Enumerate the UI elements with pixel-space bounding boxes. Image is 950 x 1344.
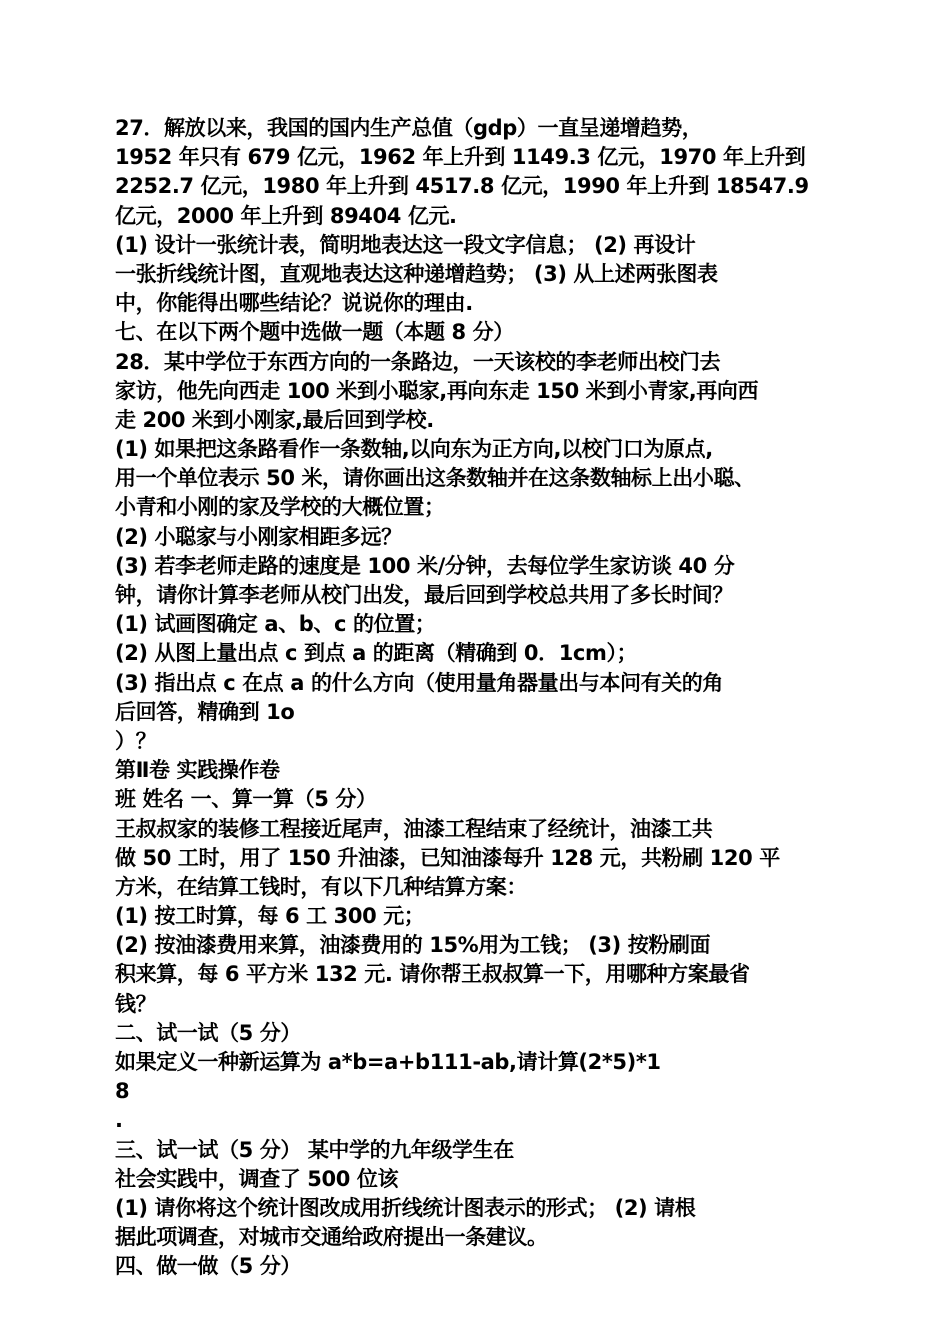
text-line: 积来算，每 6 平方米 132 元. 请你帮王叔叔算一下，用哪种方案最省 (115, 962, 750, 987)
text-line: 小青和小刚的家及学校的大概位置； (115, 495, 445, 520)
text-line: 王叔叔家的装修工程接近尾声，油漆工程结束了经统计，油漆工共 (115, 816, 713, 841)
text-line: ）？ (115, 728, 157, 753)
text-line: 钱？ (115, 991, 157, 1016)
text-line: 中，你能得出哪些结论？说说你的理由. (115, 291, 473, 316)
text-line: (2) 小聪家与小刚家相距多远？ (115, 524, 402, 549)
text-line: . (115, 1108, 123, 1133)
text-line: (1) 设计一张统计表，简明地表达这一段文字信息； (2) 再设计 (115, 232, 696, 257)
text-line: 1952 年只有 679 亿元，1962 年上升到 1149.3 亿元，1970 年上升到 (115, 145, 806, 170)
text-line: 钟，请你计算李老师从校门出发，最后回到学校总共用了多长时间？ (115, 583, 733, 607)
text-line: 如果定义一种新运算为 a*b=a+b111-ab,请计算(2*5)*1 (115, 1050, 661, 1074)
text-line: (1) 试画图确定 a、b、c 的位置； (115, 612, 436, 637)
text-line: 后回答，精确到 1o (115, 699, 295, 724)
text-line: (2) 按油漆费用来算，油漆费用的 15%用为工钱； (3) 按粉刷面 (115, 933, 711, 958)
text-line: 2252.7 亿元，1980 年上升到 4517.8 亿元，1990 年上升到 18547.9 (115, 174, 809, 199)
text-line: 方米，在结算工钱时，有以下几种结算方案： (115, 874, 527, 899)
text-line: 一张折线统计图，直观地表达这种递增趋势； (3) 从上述两张图表 (115, 261, 718, 286)
text-line: 七、在以下两个题中选做一题（本题 8 分） (115, 320, 514, 345)
text-line: 社会实践中，调查了 500 位该 (115, 1166, 399, 1191)
text-line: 第Ⅱ卷 实践操作卷 (115, 758, 280, 783)
text-line: 用一个单位表示 50 米，请你画出这条数轴并在这条数轴标上出小聪、 (115, 466, 755, 491)
text-line: (2) 从图上量出点 c 到点 a 的距离（精确到 0．1cm）； (115, 641, 638, 666)
text-line: 三、试一试（5 分） 某中学的九年级学生在 (115, 1137, 514, 1162)
text-line: 据此项调查，对城市交通给政府提出一条建议。 (115, 1225, 548, 1250)
text-line: (1) 按工时算，每 6 工 300 元； (115, 904, 425, 929)
text-line: 二、试一试（5 分） (115, 1020, 301, 1045)
text-line: 做 50 工时，用了 150 升油漆，已知油漆每升 128 元，共粉刷 120 平 (115, 845, 780, 870)
text-line: (3) 指出点 c 在点 a 的什么方向（使用量角器量出与本问有关的角 (115, 670, 723, 695)
document-body (115, 114, 840, 1282)
text-line: 走 200 米到小刚家,最后回到学校. (115, 407, 434, 432)
text-line: 8 (115, 1079, 130, 1104)
text-line: 班 姓名 一、算一算（5 分） (115, 787, 377, 812)
text-line: 28．某中学位于东西方向的一条路边，一天该校的李老师出校门去 (115, 349, 721, 374)
text-line: 27．解放以来，我国的国内生产总值（gdp）一直呈递增趋势， (115, 116, 703, 140)
text-line: 亿元，2000 年上升到 89404 亿元. (115, 203, 457, 228)
text-line: 四、做一做（5 分） (115, 1254, 301, 1279)
text-line: (1) 请你将这个统计图改成用折线统计图表示的形式； (2) 请根 (115, 1195, 696, 1220)
text-line: (3) 若李老师走路的速度是 100 米/分钟，去每位学生家访谈 40 分 (115, 553, 735, 578)
text-line: (1) 如果把这条路看作一条数轴,以向东为正方向,以校门口为原点, (115, 437, 713, 462)
text-line: 家访，他先向西走 100 米到小聪家,再向东走 150 米到小青家,再向西 (115, 378, 759, 403)
